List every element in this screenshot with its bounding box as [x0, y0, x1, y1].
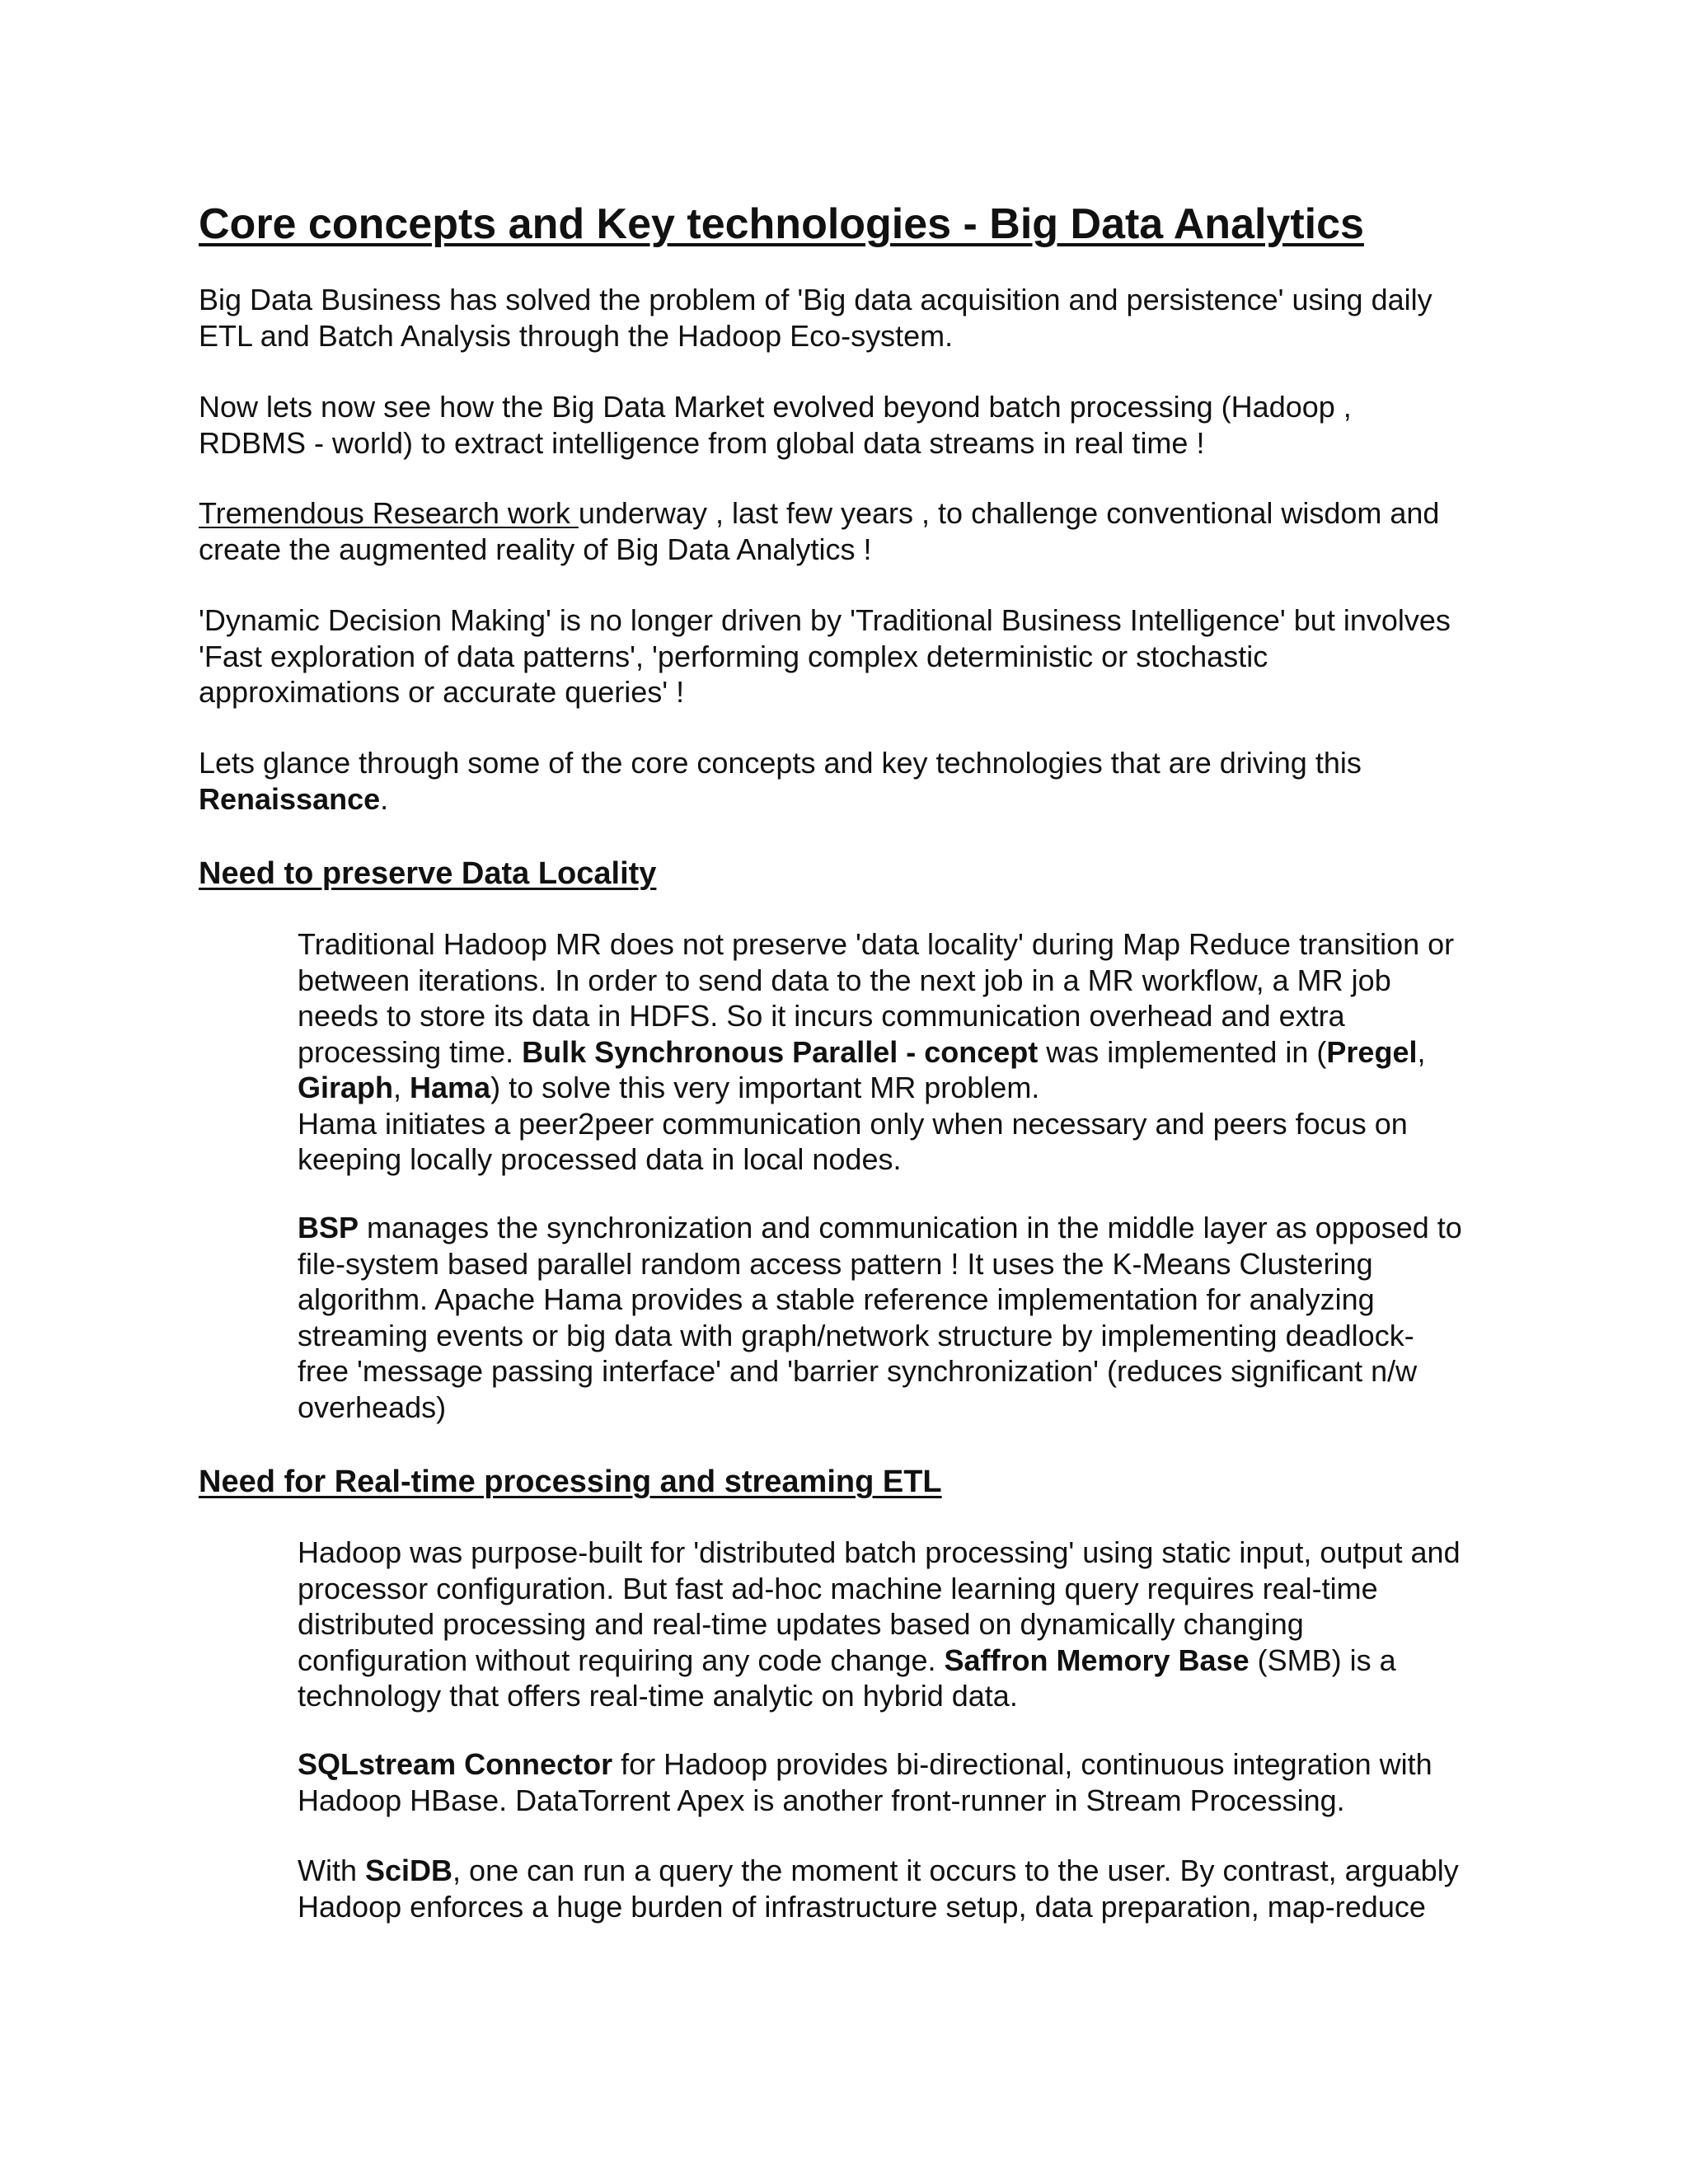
text-fragment: manages the synchronization and communication in the middle layer as opposed to	[359, 1211, 1462, 1244]
text-line	[199, 781, 1517, 818]
text-fragment: ,	[393, 1071, 410, 1104]
bold-term: Renaissance	[199, 781, 381, 816]
text-line	[298, 1643, 1501, 1679]
text-line: Lets glance through some of the core concepts and key technologies that are driving this	[199, 746, 1362, 780]
text-line: overheads)	[298, 1390, 447, 1424]
text-line	[298, 1853, 1501, 1889]
text-line: Big Data Business has solved the problem of 'Big data acquisition and persistence' using daily	[199, 283, 1432, 316]
data-locality-paragraph-1	[298, 926, 1501, 1178]
text-line: processor configuration. But fast ad-hoc machine learning query requires real-time	[298, 1571, 1378, 1605]
data-locality-paragraph-2	[298, 1210, 1501, 1425]
bold-term: Hama	[410, 1071, 491, 1104]
text-line: Now lets now see how the Big Data Market evolved beyond batch processing (Hadoop ,	[199, 390, 1352, 424]
text-line: free 'message passing interface' and 'barrier synchronization' (reduces significant n/w	[298, 1354, 1418, 1388]
bold-term: Pregel	[1326, 1034, 1418, 1069]
section-heading-real-time-processing: Need for Real-time processing and streaming ETL	[199, 1465, 942, 1499]
intro-paragraph-3	[199, 495, 1517, 567]
text-line: Hadoop HBase. DataTorrent Apex is another front-runner in Stream Processing.	[298, 1783, 1345, 1817]
text-fragment: (SMB) is a	[1249, 1643, 1396, 1677]
text-fragment: .	[380, 781, 389, 816]
text-line: streaming events or big data with graph/network structure by implementing deadlock-	[298, 1318, 1414, 1352]
text-fragment: , one can run a query the moment it occurs to the user. By contrast, arguably	[452, 1854, 1459, 1887]
intro-paragraph-2	[199, 389, 1517, 461]
text-line: Traditional Hadoop MR does not preserve 'data locality' during Map Reduce transition or	[298, 927, 1455, 961]
text-line	[298, 1034, 1501, 1071]
text-line: approximations or accurate queries' !	[199, 675, 685, 709]
text-line	[298, 1070, 1501, 1106]
page-title: Core concepts and Key technologies - Big Data Analytics	[199, 200, 1364, 248]
text-line: RDBMS - world) to extract intelligence from global data streams in real time !	[199, 425, 1205, 460]
bold-term: SQLstream Connector	[298, 1747, 613, 1781]
text-fragment: ,	[1417, 1034, 1426, 1069]
text-line: 'Dynamic Decision Making' is no longer driven by 'Traditional Business Intelligence' but involves	[199, 603, 1451, 637]
text-line: ETL and Batch Analysis through the Hadoop Eco-system.	[199, 318, 954, 353]
real-time-paragraph-1	[298, 1535, 1501, 1714]
text-line: Hadoop enforces a huge burden of infrastructure setup, data preparation, map-reduce	[298, 1889, 1426, 1924]
text-fragment: processing time.	[298, 1034, 523, 1069]
intro-paragraph-1	[199, 282, 1517, 354]
text-line: keeping locally processed data in local nodes.	[298, 1142, 902, 1176]
text-line: file-system based parallel random access pattern ! It uses the K-Means Clustering	[298, 1246, 1373, 1281]
text-line: between iterations. In order to send data to the next job in a MR workflow, a MR job	[298, 963, 1391, 997]
text-line	[298, 1746, 1501, 1783]
research-work-link[interactable]: Tremendous Research work	[199, 496, 579, 530]
text-fragment: underway , last few years , to challenge conventional wisdom and	[578, 496, 1440, 530]
bold-term: Giraph	[298, 1071, 394, 1104]
real-time-paragraph-3	[298, 1853, 1501, 1924]
intro-paragraph-4	[199, 602, 1517, 710]
bold-term: Bulk Synchronous Parallel - concept	[522, 1034, 1039, 1069]
text-fragment: With	[298, 1854, 366, 1887]
text-line: algorithm. Apache Hama provides a stable reference implementation for analyzing	[298, 1282, 1375, 1316]
text-line: Hadoop was purpose-built for 'distributed batch processing' using static input, output and	[298, 1535, 1461, 1569]
text-line: 'Fast exploration of data patterns', 'performing complex deterministic or stochastic	[199, 639, 1268, 673]
text-line: create the augmented reality of Big Data Analytics !	[199, 532, 872, 566]
bold-term: SciDB	[365, 1854, 453, 1887]
real-time-paragraph-2	[298, 1746, 1501, 1818]
intro-paragraph-5	[199, 745, 1517, 817]
text-line: technology that offers real-time analytic on hybrid data.	[298, 1679, 1018, 1713]
text-fragment: was implemented in (	[1038, 1034, 1327, 1069]
text-fragment: configuration without requiring any code change.	[298, 1643, 945, 1677]
text-line: needs to store its data in HDFS. So it incurs communication overhead and extra	[298, 999, 1345, 1033]
text-line: distributed processing and real-time updates based on dynamically changing	[298, 1607, 1304, 1641]
section-heading-data-locality: Need to preserve Data Locality	[199, 856, 657, 891]
text-line: Hama initiates a peer2peer communication only when necessary and peers focus on	[298, 1106, 1408, 1141]
text-line	[199, 495, 1517, 532]
bold-term: Saffron Memory Base	[944, 1643, 1250, 1677]
text-line	[298, 1210, 1501, 1246]
text-fragment: ) to solve this very important MR problem.	[490, 1071, 1040, 1104]
text-fragment: for Hadoop provides bi-directional, continuous integration with	[612, 1747, 1432, 1781]
bold-term: BSP	[298, 1211, 359, 1244]
